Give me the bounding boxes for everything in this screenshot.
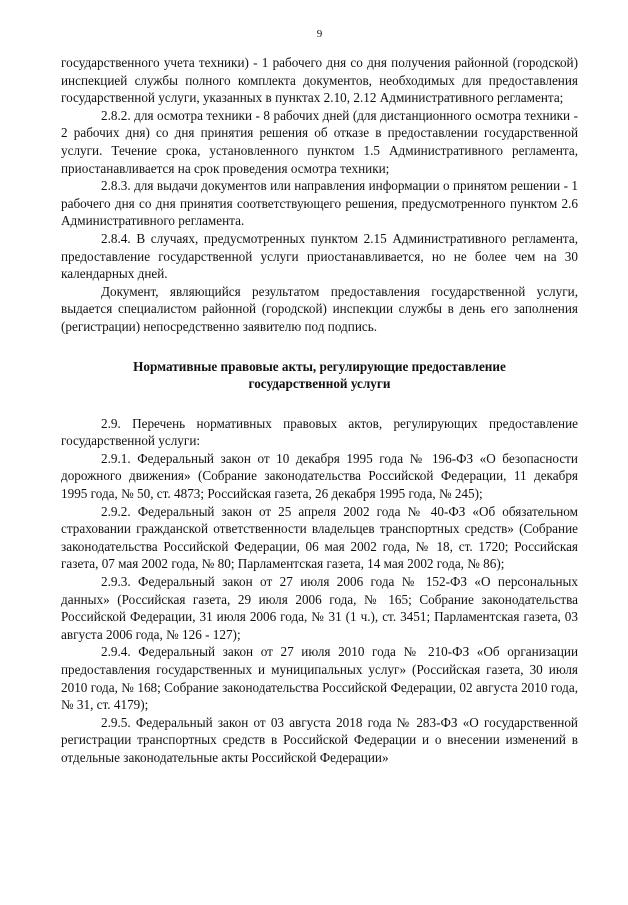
section-heading-line-1: Нормативные правовые акты, регулирующие предоставление: [133, 358, 506, 374]
paragraph-2-8-3: 2.8.3. для выдачи документов или направления информации о принятом решении - 1 рабочего дня со дня принятия соответствующего решения, предусмотренного пунктом 2.6 Административного регламента.: [61, 178, 578, 229]
section-heading: [61, 358, 578, 393]
paragraph-2-8-4: 2.8.4. В случаях, предусмотренных пунктом 2.15 Административного регламента, предоставление государственной услуги приостанавливается, но не более чем на 30 календарных дней.: [61, 230, 578, 282]
page-number: 9: [316, 28, 323, 40]
body-after-heading: [61, 415, 578, 767]
paragraph-2-8-1-continued: государственного учета техники) - 1 рабочего дня со дня получения районной (городской) инспекцией службы полного комплекта документов, необходимых для предоставления государственной услуги, указанных в пунктах 2.10, 2.12 Административного регламента;: [61, 55, 578, 106]
paragraph-2-9-1: 2.9.1. Федеральный закон от 10 декабря 1995 года № 196-ФЗ «О безопасности дорожного движения» (Собрание законодательства Российской Федерации, 11 декабря 1995 года, № 50, ст. 4873; Российская газета, 26 декабря 1995 года, № 245);: [61, 450, 578, 502]
paragraph-result-document: Документ, являющийся результатом предоставления государственной услуги, выдается специалистом районной (городской) инспекции службы в день его заполнения (регистрации) непосредственно заявителю под подпись.: [61, 283, 578, 334]
body-before-heading: [61, 54, 578, 336]
paragraph-2-9-2: 2.9.2. Федеральный закон от 25 апреля 2002 года № 40-ФЗ «Об обязательном страховании гражданской ответственности владельцев транспортных средств» (Собрание законодательства Российской Федерации, 06 мая 2002 года, № 18, ст. 1720; Российская газета, 07 мая 2002 года, № 80; Парламентская газета, 14 мая 2002 года, № 86);: [61, 503, 578, 572]
paragraph-2-9: 2.9. Перечень нормативных правовых актов, регулирующих предоставление государственной услуги:: [61, 415, 578, 449]
paragraph-2-9-4: 2.9.4. Федеральный закон от 27 июля 2010 года № 210-ФЗ «Об организации предоставления государственных и муниципальных услуг» (Российская газета, 30 июля 2010 года, № 168; Собрание законодательства Российской Федерации, 02 августа 2010 года, № 31, ст. 4179);: [61, 644, 578, 713]
paragraph-2-9-5: 2.9.5. Федеральный закон от 03 августа 2018 года № 283-ФЗ «О государственной регистрации транспортных средств в Российской Федерации и о внесении изменений в отдельные законодательные акты Российской Федерации»: [61, 714, 578, 765]
paragraph-2-9-3: 2.9.3. Федеральный закон от 27 июля 2006 года № 152-ФЗ «О персональных данных» (Российская газета, 29 июля 2006 года, № 165; Собрание законодательства Российской Федерации, 31 июля 2006 года, № 31 (1 ч.), ст. 3451; Парламентская газета, 03 августа 2006 года, № 126 - 127);: [61, 574, 578, 642]
section-heading-line-2: государственной услуги: [248, 376, 391, 392]
paragraph-2-8-2: 2.8.2. для осмотра техники - 8 рабочих дней (для дистанционного осмотра техники - 2 рабочих дня) со дня принятия решения об отказе в предоставлении государственной услуги. Течение срока, установленного пунктом 1.5 Административного регламента, приостанавливается на срок проведения осмотра техники;: [61, 107, 578, 176]
